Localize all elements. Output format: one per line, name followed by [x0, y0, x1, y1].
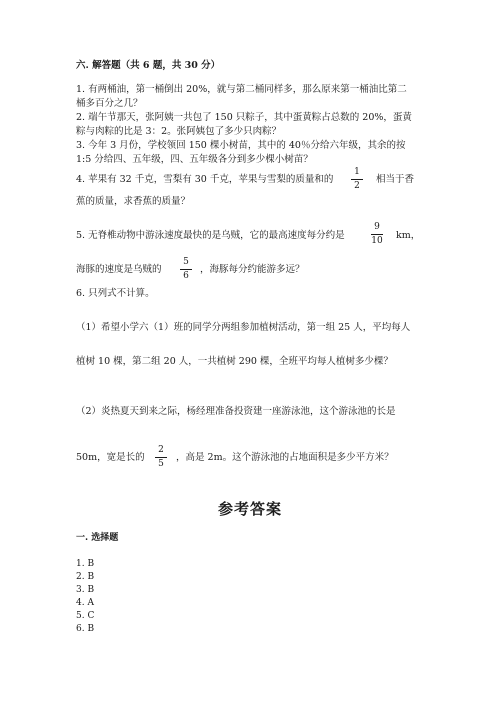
- question-4-line-1-end: 相当于香: [376, 174, 415, 185]
- fraction-denominator: 10: [371, 236, 383, 246]
- question-6-part-2-line-2-start: 50m，宽是长的: [76, 452, 145, 463]
- question-6-part-2-line-2-end: ，高是 2m。这个游泳池的占地面积是多少平方米？: [176, 452, 394, 463]
- answers-section-heading: 一. 选择题: [76, 533, 119, 543]
- fraction-bar: [351, 179, 363, 180]
- question-5-line-2-start: 海豚的速度是乌贼的: [76, 264, 162, 275]
- question-2-line-1: 2. 端午节那天，张阿姨一共包了 150 只粽子，其中蛋黄粽占总数的 20%，蛋黄: [76, 112, 412, 123]
- fraction-denominator: 2: [354, 181, 360, 191]
- answer-item: 2. B: [76, 572, 95, 582]
- fraction-numerator: 5: [183, 257, 189, 267]
- fraction-numerator: 2: [158, 445, 164, 455]
- question-4-line-1-start: 4. 苹果有 32 千克，雪梨有 30 千克，苹果与雪梨的质量和的: [76, 174, 334, 185]
- question-5-line-1-end: km，: [396, 230, 421, 241]
- question-1-line-2: 桶多百分之几？: [76, 98, 143, 109]
- question-5-fraction-2: [179, 257, 193, 282]
- answer-item: 5. C: [76, 611, 95, 621]
- question-6-part-2-fraction: [154, 445, 168, 470]
- answer-item: 6. B: [76, 624, 95, 634]
- question-4-fraction: [350, 167, 364, 192]
- fraction-numerator: 1: [354, 167, 360, 177]
- question-1-line-1: 1. 有两桶油，第一桶倒出 20%，就与第二桶同样多，那么原来第一桶油比第二: [76, 84, 407, 95]
- question-6-part-1-line-1: （1）希望小学六（1）班的同学分两组参加植树活动，第一组 25 人，平均每人: [76, 322, 411, 333]
- question-2-line-2: 粽与肉粽的比是 3：2。张阿姨包了多少只肉粽？: [76, 126, 282, 137]
- question-6-intro: 6. 只列式不计算。: [76, 288, 155, 299]
- question-5-fraction-1: [370, 222, 384, 247]
- answers-title: 参考答案: [217, 500, 282, 518]
- answer-item: 1. B: [76, 559, 95, 569]
- fraction-denominator: 6: [183, 271, 189, 281]
- question-4-line-2: 蕉的质量，求香蕉的质量？: [76, 196, 191, 207]
- fraction-bar: [155, 457, 167, 458]
- section-heading: 六. 解答题（共 6 题，共 30 分）: [76, 60, 221, 71]
- question-5-line-1-start: 5. 无脊椎动物中游泳速度最快的是乌贼，它的最高速度每分约是: [76, 230, 345, 241]
- question-3-line-2: 1:5 分给四、五年级，四、五年级各分到多少棵小树苗？: [76, 154, 313, 165]
- fraction-bar: [371, 234, 383, 235]
- answer-item: 3. B: [76, 585, 95, 595]
- fraction-numerator: 9: [374, 222, 380, 232]
- question-5-line-2-end: ，海豚每分约能游多远？: [200, 264, 305, 275]
- answer-item: 4. A: [76, 598, 94, 608]
- question-3-line-1: 3. 今年 3 月份，学校领回 150 棵小树苗，其中的 40％分给六年级，其余的按: [76, 140, 406, 151]
- question-6-part-1-line-2: 植树 10 棵，第二组 20 人，一共植树 290 棵，全班平均每人植树多少棵？: [76, 356, 393, 367]
- fraction-bar: [180, 269, 192, 270]
- question-6-part-2-line-1: （2）炎热夏天到来之际，杨经理准备投资建一座游泳池，这个游泳池的长是: [76, 406, 396, 417]
- fraction-denominator: 5: [158, 459, 164, 469]
